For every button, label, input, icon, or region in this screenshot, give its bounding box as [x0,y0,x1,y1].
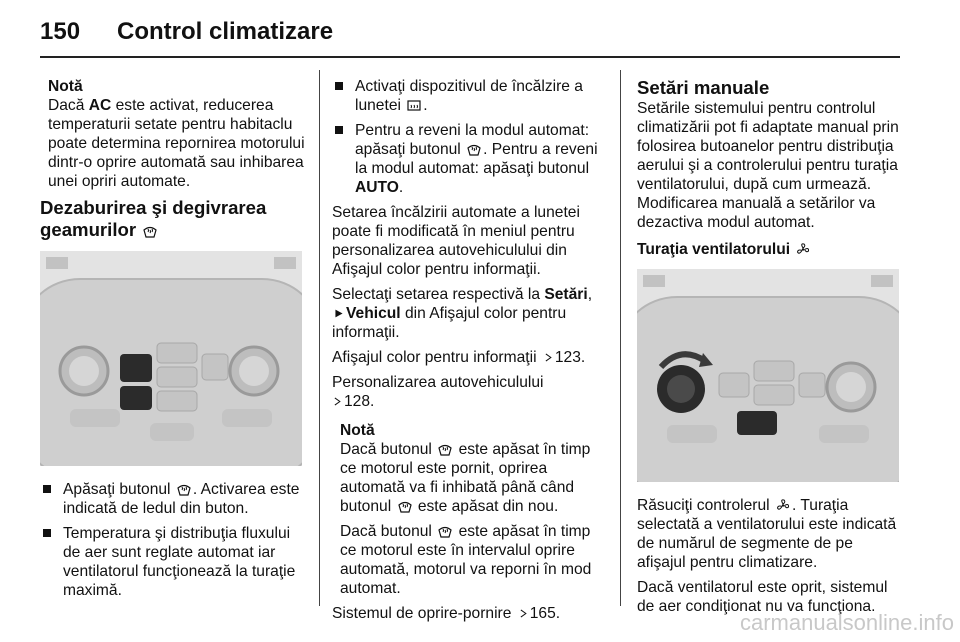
page-reference-icon [518,607,528,620]
note-text [340,522,604,598]
section-heading [40,197,306,241]
sub-heading [637,240,903,259]
bullet-square-icon [43,529,51,537]
note-title: Notă [340,422,375,439]
bullet-square-icon [43,485,51,493]
section-heading: Setări manuale [637,77,770,98]
bullet-square-icon [335,126,343,134]
paragraph [637,496,903,572]
text-run: Dacă [48,97,89,114]
fan-icon [796,243,810,256]
text-run: Apăsaţi butonul [63,481,175,498]
header-rule [40,56,900,58]
rear-window-heating-icon [407,99,421,112]
page-ref[interactable]: 123. [554,349,586,366]
column-divider [620,70,621,606]
paragraph [332,604,604,623]
column-divider [319,70,320,606]
watermark: carmanualsonline.info [739,610,954,635]
text-run: este activat, reducerea temperaturii setate pentru habitaclu poate determina repornirea motorului dintr-o oprire automată sau inhibarea unei opriri automate. [48,97,305,190]
text-run: , [587,286,593,303]
windscreen-defrost-icon [438,443,452,456]
page-reference-icon [332,395,342,408]
ac-label: AC [88,97,112,114]
text-run: Răsuciţi controlerul [637,497,774,514]
section-heading-text: Dezaburirea şi degivrarea geamurilor [40,197,267,240]
page-ref[interactable]: 165. [529,605,561,622]
text-run: . [398,179,404,196]
paragraph: Setarea încălzirii automate a lunetei poate fi modificată în meniul pentru personalizarea autovehiculului din Afişajul color pentru informaţii. [332,204,580,278]
paragraph: Dacă ventilatorul este oprit, sistemul de aer condiţionat nu va funcţiona. [637,579,888,615]
text-run: Activaţi dispozitivul de încălzire a lunetei [355,78,583,114]
list-item [40,524,306,600]
text-run: Dacă butonul [340,441,437,458]
chapter-title: Control climatizare [117,18,334,45]
paragraph: Setările sistemului pentru controlul climatizării pot fi adaptate manual prin folosirea butoanelor pentru distribuţia aerului şi a controlerului pentru turaţia ventilatorului, după cum urmează. Modificarea manuală a setărilor va dezactiva modul automat. [637,100,899,231]
menu-vehicul: Vehicul [346,305,401,322]
sub-heading-text: Turaţia ventilatorului [637,241,791,258]
column-1 [40,77,306,606]
bullet-square-icon [335,82,343,90]
list-item [40,480,306,518]
text-run: Pentru a reveni la modul automat: apăsaţi butonul [355,122,590,158]
text-run: Selectaţi setarea respectivă la [332,286,545,303]
auto-label: AUTO [355,179,399,196]
page-reference-icon [543,351,553,364]
note-text [340,440,604,516]
text-run: Afişajul color pentru informaţii [332,349,541,366]
column-3 [637,77,903,622]
windscreen-defrost-icon [143,225,157,238]
text-run: . [423,97,428,114]
note-text [48,96,306,191]
text-run: este apăsat în timp ce motorul este pornit, oprirea automată va fi inhibată până când butonul [340,441,591,515]
fan-control-illustration [637,269,899,482]
menu-arrow-icon [334,307,344,320]
note-box [48,77,306,191]
text-run: . Activarea este indicată de ledul din buton. [63,481,300,517]
text-run: este apăsat din nou. [413,498,559,515]
page-ref[interactable]: 128. [344,393,375,410]
text-run: Sistemul de oprire-pornire [332,605,516,622]
paragraph [332,285,604,342]
text-run: Dacă butonul [340,523,437,540]
page-number: 150 [40,18,81,45]
text-run: Temperatura şi distribuţia fluxului de aer sunt reglate automat iar ventilatorul funcţionează la turaţie maximă. [63,525,296,599]
windscreen-defrost-icon [467,143,481,156]
paragraph [332,373,604,411]
windscreen-defrost-icon [438,525,452,538]
windscreen-defrost-icon [398,500,412,513]
note-box [340,421,604,598]
paragraph [332,348,604,367]
menu-setari: Setări [544,286,588,303]
list-item [332,121,604,197]
text-run: este apăsat în timp ce motorul este în intervalul oprire automată, motorul va reporni în mod automat. [340,523,592,597]
climate-panel-illustration [40,251,302,466]
list-item [332,77,604,115]
windscreen-defrost-icon [177,483,191,496]
text-run: . Turaţia selectată a ventilatorului este indicată de numărul de segmente de pe afişajul pentru climatizare. [637,497,897,571]
note-title: Notă [48,78,83,95]
text-run: . Pentru a reveni la modul automat: apăsaţi butonul [355,141,598,177]
fan-icon [776,499,790,512]
column-2 [332,77,604,629]
text-run: Personalizarea autovehiculului [332,374,544,391]
text-run: din Afişajul color pentru informaţii. [332,305,567,341]
